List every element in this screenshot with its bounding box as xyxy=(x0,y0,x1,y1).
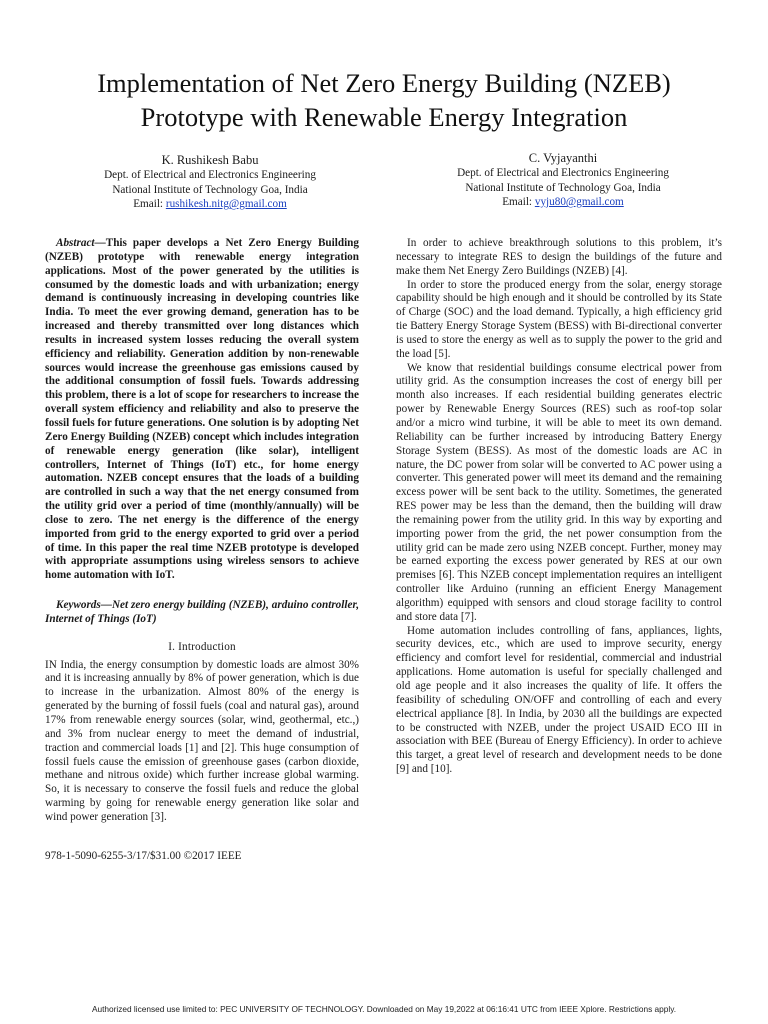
author-email-line xyxy=(45,197,375,212)
license-footer: Authorized licensed use limited to: PEC UNIVERSITY OF TECHNOLOGY. Downloaded on May 19,2022 at 06:16:41 UTC from IEEE Xplore. Restrictions apply. xyxy=(91,1004,677,1014)
left-column xyxy=(45,237,359,825)
author-dept: Dept. of Electrical and Electronics Engineering xyxy=(104,169,316,181)
abstract-label: Abstract xyxy=(56,237,95,249)
abstract-text: —This paper develops a Net Zero Energy Building (NZEB) prototype with renewable energy integration applications. Most of the power generated by the utilities is consumed by the domestic loads and with urbanization; energy demand is continuously increasing in developing countries like India. To meet the ever growing demand, generation has to be increased and thereby transmitted over long distances which results in increased system losses reducing the overall system efficiency and reliability. Generation addition by non-renewable sources would increase the greenhouse gas emissions caused by the additional consumption of fossil fuels. Towards addressing this problem, there is a lot of scope for researchers to increase the overall system efficiency and reliability and also to preserve the fossil fuels for future generations. One solution is by adopting Net Zero Energy Building (NZEB) concept which includes integration of renewable energy generation (like solar), intelligent controllers, Internet of Things (IoT) etc., for home energy automation. NZEB concept ensures that the loads of a building are controlled in such a way that the net energy consumed from the utility grid over a period of time (monthly/annually) will be close to zero. The net energy is the difference of the energy imported from grid to the energy exported to grid over a period of time. In this paper the real time NZEB prototype is developed with appropriate assumptions using wireless sensors to achieve home automation with IoT. xyxy=(45,237,359,582)
title-line-2: Prototype with Renewable Energy Integration xyxy=(140,102,628,132)
email-label: Email: xyxy=(502,196,535,209)
right-column xyxy=(396,237,722,777)
author-block-2 xyxy=(398,150,728,210)
author-email-line xyxy=(398,195,728,210)
body-paragraph-4: Home automation includes controlling of fans, appliances, lights, security devices, etc., which are used to improve security, energy efficiency and comfort level for residential, commercial and industrial applications. Home automation is useful for specially challenged and old age people and it also increases the quality of life. It offers the feasibility of scheduling ON/OFF and controlling of each and every electrical appliance [8]. In India, by 2030 all the buildings are expected to be constructed with NZEB, under the project USAID ECO III in association with BEE (Bureau of Energy Efficiency). In order to achieve this target, a great level of research and development needs to be done [9] and [10]. xyxy=(396,624,722,776)
author-email-link[interactable]: rushikesh.nitg@gmail.com xyxy=(165,198,287,211)
body-paragraph-1: In order to achieve breakthrough solutions to this problem, it’s necessary to integrate RES to design the buildings of the future and make them Net Energy Zero Buildings (NZEB) [4]. xyxy=(396,237,722,277)
author-name: C. Vyjayanthi xyxy=(528,151,598,165)
paper-title xyxy=(30,66,738,134)
author-dept: Dept. of Electrical and Electronics Engineering xyxy=(457,167,669,179)
author-block-1 xyxy=(45,152,375,212)
abstract xyxy=(45,237,359,583)
section-heading-introduction: I. Introduction xyxy=(168,640,236,653)
body-paragraph-2: In order to store the produced energy from the solar, energy storage capability should be high enough and it should be controlled by its State of Charge (SOC) and the load demand. Typically, a high efficiency grid tie Battery Energy Storage System (BESS) with Bi-directional converter is used to store the energy as well as to supply the power to the grid and the load [5]. xyxy=(396,278,722,360)
author-email-link[interactable]: vyju80@gmail.com xyxy=(534,196,624,209)
email-label: Email: xyxy=(133,198,166,211)
intro-paragraph: IN India, the energy consumption by domestic loads are almost 30% and it is increasing annually by 8% of power generation, which is due to increase in the urbanization. Almost 80% of the energy is generated by the burning of fossil fuels (coal and natural gas), around 17% from renewable energy sources (solar, wind, geothermal, etc.,) and 3% from nuclear energy to meet the demand of industrial, traction and commercial loads [1] and [2]. This huge consumption of fossil fuels cause the emission of greenhouse gases (carbon dioxide, methane and nitrous oxide) which further increase global warming. So, it is necessary to conserve the fossil fuels and reduce the global warming by going for renewable energy generation like solar and wind power generation [3]. xyxy=(45,658,359,823)
author-institution: National Institute of Technology Goa, India xyxy=(112,183,308,196)
copyright-notice: 978-1-5090-6255-3/17/$31.00 ©2017 IEEE xyxy=(45,850,242,862)
author-name: K. Rushikesh Babu xyxy=(161,153,259,167)
author-institution: National Institute of Technology Goa, India xyxy=(465,181,661,194)
body-paragraph-3: We know that residential buildings consume electrical power from utility grid. As the consumption increases the cost of energy bill per month also increases. If each residential building generates electric power by Renewable Energy Sources (RES) such as roof-top solar and/or a micro wind turbine, it will be able to meet its own demand. Reliability can be further increased by introducing Battery Energy Storage System (BESS). As most of the domestic loads are AC in nature, the DC power from solar will be converted to AC power using a converter. This generated power will meet its demand and the remaining excess power will be sent back to the utility. Sometimes, the generated RES power may be less than the demand, then the building will draw the remaining power from the utility grid. In this way by exporting and importing power from the grid, the net power consumption from the utility grid can be made zero using NZEB concept. Further, money may be earned exporting the excess power generated by RES at our own premises [6]. This NZEB concept implementation requires an intelligent controller like Arduino (running an efficient Energy Management algorithm) equipped with sensors and cloud storage facility to control and store data [7]. xyxy=(396,361,722,623)
title-line-1: Implementation of Net Zero Energy Building (NZEB) xyxy=(97,68,671,98)
keywords: Keywords—Net zero energy building (NZEB), arduino controller, Internet of Things (IoT) xyxy=(45,599,359,625)
